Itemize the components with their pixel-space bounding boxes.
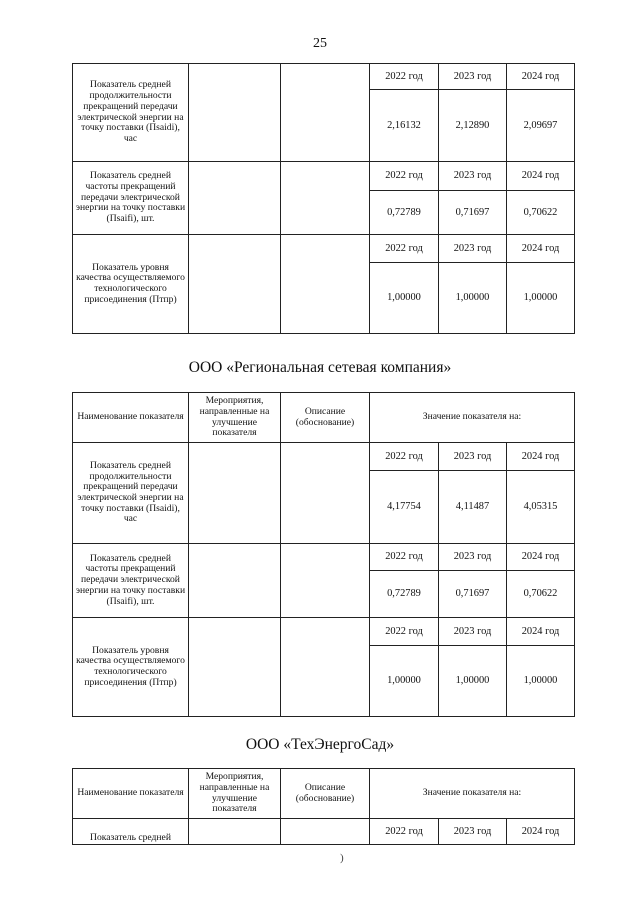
section-title-techenergosad: ООО «ТехЭнергоСад» (245, 736, 395, 753)
value-cell: 0,72789 (370, 571, 439, 618)
indicators-table-techenergosad (72, 768, 575, 845)
value-cell: 0,72789 (370, 191, 439, 235)
description-cell (281, 544, 370, 618)
value-cell: 1,00000 (370, 263, 439, 334)
year-cell: 2024 год (507, 544, 575, 571)
year-cell: 2022 год (370, 162, 439, 191)
indicator-name-cell: Показатель уровня качества осуществляемого технологического присоединения (Птпр) (73, 618, 189, 717)
year-cell: 2024 год (507, 618, 575, 646)
header-values: Значение показателя на: (370, 769, 575, 819)
header-description: Описание (обоснование) (281, 393, 370, 443)
header-name: Наименование показателя (73, 769, 189, 819)
measures-cell (189, 162, 281, 235)
year-cell: 2023 год (439, 618, 507, 646)
description-cell (281, 819, 370, 845)
year-cell: 2024 год (507, 162, 575, 191)
year-cell: 2024 год (507, 64, 575, 90)
year-cell: 2023 год (439, 544, 507, 571)
year-cell: 2022 год (370, 235, 439, 263)
year-cell: 2022 год (370, 443, 439, 471)
value-cell: 2,09697 (507, 90, 575, 162)
indicators-table-continued (72, 63, 575, 334)
year-cell: 2024 год (507, 819, 575, 845)
value-cell: 2,16132 (370, 90, 439, 162)
value-cell: 4,11487 (439, 471, 507, 544)
measures-cell (189, 235, 281, 334)
value-cell: 1,00000 (370, 646, 439, 717)
year-cell: 2022 год (370, 64, 439, 90)
year-cell: 2023 год (439, 235, 507, 263)
value-cell: 2,12890 (439, 90, 507, 162)
indicator-name-cell: Показатель средней частоты прекращений передачи электрической энергии на точку поставки (Пsaifi), шт. (73, 544, 189, 618)
value-cell: 0,71697 (439, 571, 507, 618)
header-measures: Мероприятия, направленные на улучшение показателя (189, 769, 281, 819)
description-cell (281, 235, 370, 334)
value-cell: 1,00000 (439, 646, 507, 717)
year-cell: 2022 год (370, 618, 439, 646)
value-cell: 0,70622 (507, 191, 575, 235)
year-cell: 2023 год (439, 819, 507, 845)
measures-cell (189, 544, 281, 618)
page-number: 25 (313, 36, 327, 51)
value-cell: 1,00000 (439, 263, 507, 334)
year-cell: 2024 год (507, 235, 575, 263)
section-title-regional-grid-company: ООО «Региональная сетевая компания» (188, 359, 452, 376)
year-cell: 2024 год (507, 443, 575, 471)
header-name: Наименование показателя (73, 393, 189, 443)
indicator-name-cell: Показатель средней продолжительности прекращений передачи электрической энергии на точку поставки (Пsaidi), час (73, 443, 189, 544)
measures-cell (189, 618, 281, 717)
year-cell: 2022 год (370, 819, 439, 845)
indicator-name-cell: Показатель средней частоты прекращений передачи электрической энергии на точку поставки (Пsaifi), шт. (73, 162, 189, 235)
description-cell (281, 443, 370, 544)
value-cell: 1,00000 (507, 263, 575, 334)
value-cell: 1,00000 (507, 646, 575, 717)
indicator-name-cell: Показатель уровня качества осуществляемого технологического присоединения (Птпр) (73, 235, 189, 334)
value-cell: 4,17754 (370, 471, 439, 544)
value-cell: 0,71697 (439, 191, 507, 235)
year-cell: 2023 год (439, 162, 507, 191)
pen-mark: ) (340, 852, 344, 864)
value-cell: 4,05315 (507, 471, 575, 544)
indicator-name-cell: Показатель средней (73, 819, 189, 845)
header-description: Описание (обоснование) (281, 769, 370, 819)
year-cell: 2023 год (439, 443, 507, 471)
description-cell (281, 64, 370, 162)
description-cell (281, 618, 370, 717)
description-cell (281, 162, 370, 235)
indicators-table-regional-grid-company (72, 392, 575, 717)
measures-cell (189, 443, 281, 544)
measures-cell (189, 64, 281, 162)
year-cell: 2022 год (370, 544, 439, 571)
value-cell: 0,70622 (507, 571, 575, 618)
header-values: Значение показателя на: (370, 393, 575, 443)
year-cell: 2023 год (439, 64, 507, 90)
header-measures: Мероприятия, направленные на улучшение показателя (189, 393, 281, 443)
measures-cell (189, 819, 281, 845)
indicator-name-cell: Показатель средней продолжительности прекращений передачи электрической энергии на точку поставки (Пsaidi), час (73, 64, 189, 162)
